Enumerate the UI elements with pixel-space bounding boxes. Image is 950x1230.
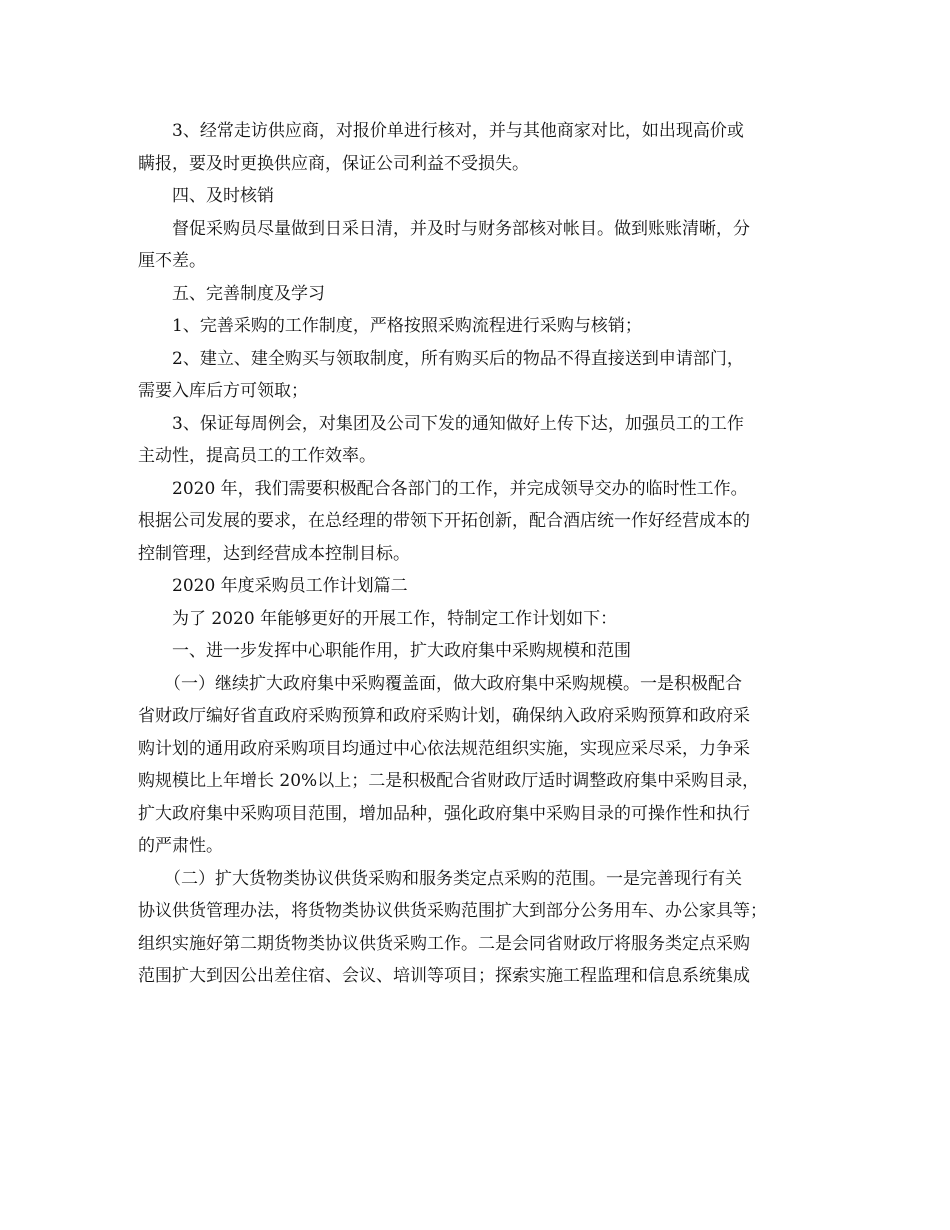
paragraph-line: 厘不差。 <box>138 251 206 271</box>
paragraph-line: 3、保证每周例会，对集团及公司下发的通知做好上传下达，加强员工的工作 <box>172 413 744 434</box>
paragraph-line: 控制管理，达到经营成本控制目标。 <box>138 543 410 564</box>
paragraph-line: 2、建立、建全购买与领取制度，所有购买后的物品不得直接送到申请部门， <box>172 348 744 369</box>
paragraph-line: 1、完善采购的工作制度，严格按照采购流程进行采购与核销； <box>172 316 642 336</box>
paragraph-line: 购计划的通用政府采购项目均通过中心依法规范组织实施，实现应采尽采，力争采 <box>138 738 750 759</box>
paragraph-line: 需要入库后方可领取； <box>138 381 308 401</box>
section-heading: 一、进一步发挥中心职能作用，扩大政府集中采购规模和范围 <box>172 641 631 661</box>
section-title: 2020 年度采购员工作计划篇二 <box>172 576 408 596</box>
paragraph-line: （一）继续扩大政府集中采购覆盖面，做大政府集中采购规模。一是积极配合 <box>164 673 742 694</box>
section-heading: 五、完善制度及学习 <box>172 283 325 304</box>
paragraph-line: 督促采购员尽量做到日采日清，并及时与财务部核对帐目。做到账账清晰，分 <box>172 218 750 239</box>
paragraph-line: （二）扩大货物类协议供货采购和服务类定点采购的范围。一是完善现行有关 <box>164 868 742 889</box>
paragraph-line: 3、经常走访供应商，对报价单进行核对，并与其他商家对比，如出现高价或 <box>172 121 744 141</box>
paragraph-line: 主动性，提高员工的工作效率。 <box>138 446 376 466</box>
paragraph-line: 协议供货管理办法，将货物类协议供货采购范围扩大到部分公务用车、办公家具等； <box>138 901 767 921</box>
paragraph-line: 瞒报，要及时更换供应商，保证公司利益不受损失。 <box>138 153 529 174</box>
paragraph-line: 根据公司发展的要求，在总经理的带领下开拓创新，配合酒店统一作好经营成本的 <box>138 511 750 531</box>
section-heading: 四、及时核销 <box>172 186 274 206</box>
paragraph-line: 范围扩大到因公出差住宿、会议、培训等项目；探索实施工程监理和信息系统集成 <box>138 966 750 986</box>
document-body <box>138 115 818 993</box>
paragraph-line: 购规模比上年增长 20%以上；二是积极配合省财政厅适时调整政府集中采购目录， <box>138 771 760 791</box>
paragraph-line: 组织实施好第二期货物类协议供货采购工作。二是会同省财政厅将服务类定点采购 <box>138 933 750 954</box>
paragraph-line: 2020 年，我们需要积极配合各部门的工作，并完成领导交办的临时性工作。 <box>172 478 748 499</box>
paragraph-line: 为了 2020 年能够更好的开展工作，特制定工作计划如下： <box>172 608 618 629</box>
paragraph-line: 省财政厅编好省直政府采购预算和政府采购计划，确保纳入政府采购预算和政府采 <box>138 706 750 726</box>
paragraph-line: 扩大政府集中采购项目范围，增加品种，强化政府集中采购目录的可操作性和执行 <box>138 803 750 824</box>
paragraph-line: 的严肃性。 <box>138 836 223 856</box>
